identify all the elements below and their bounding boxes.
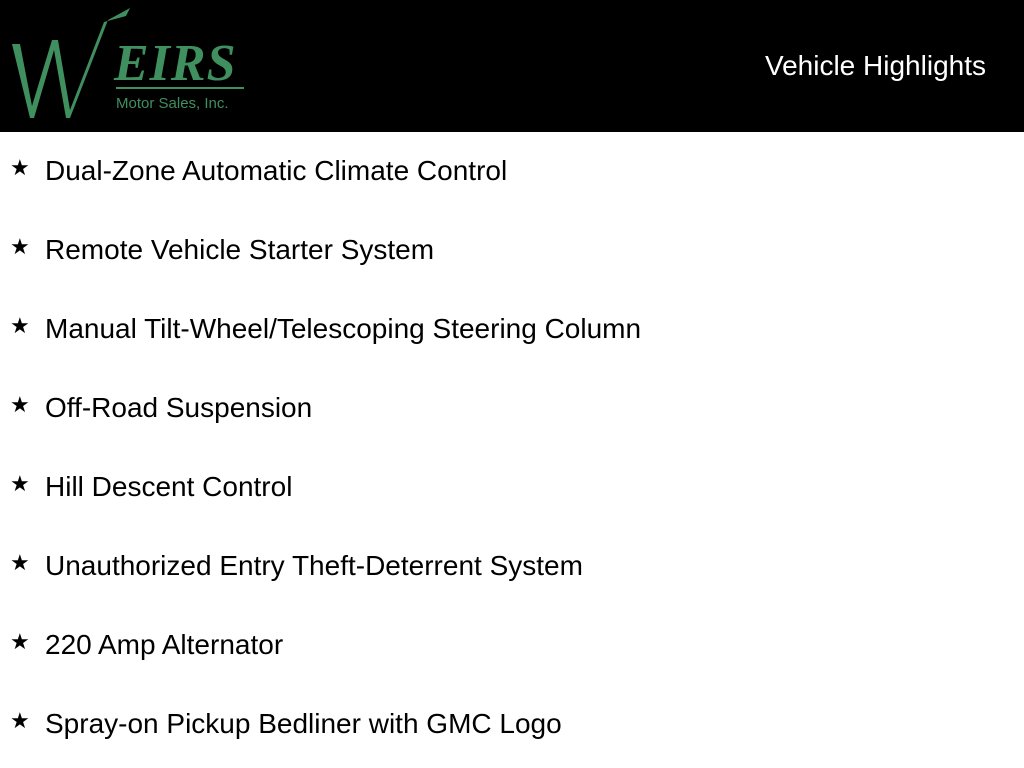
highlight-label: Hill Descent Control: [45, 471, 293, 502]
highlight-item: [0, 606, 1024, 685]
page-header: [0, 0, 1024, 132]
star-icon: ★: [10, 630, 30, 655]
highlight-item: [0, 448, 1024, 527]
highlight-label: 220 Amp Alternator: [45, 629, 284, 660]
highlight-label: Spray-on Pickup Bedliner with GMC Logo: [45, 708, 562, 739]
logo-w-mark: [12, 8, 130, 118]
star-icon: ★: [10, 314, 30, 339]
highlight-item: [0, 527, 1024, 606]
highlight-label: Off-Road Suspension: [45, 392, 313, 423]
highlight-label: Unauthorized Entry Theft-Deterrent System: [45, 550, 583, 581]
highlight-label: Remote Vehicle Starter System: [45, 234, 435, 265]
highlight-label: Manual Tilt-Wheel/Telescoping Steering Column: [45, 313, 642, 344]
page-title: Vehicle Highlights: [764, 50, 986, 81]
logo-subtitle: Motor Sales, Inc.: [116, 95, 229, 112]
highlight-item: [0, 369, 1024, 448]
star-icon: ★: [10, 709, 30, 734]
star-icon: ★: [10, 551, 30, 576]
highlight-item: [0, 685, 1024, 764]
highlight-item: [0, 132, 1024, 211]
logo-wordmark: EIRS: [114, 35, 237, 92]
highlight-item: [0, 211, 1024, 290]
weirs-logo: [10, 6, 250, 124]
vehicle-highlights-list: [0, 132, 1024, 764]
star-icon: ★: [10, 156, 30, 181]
highlight-item: [0, 290, 1024, 369]
highlight-label: Dual-Zone Automatic Climate Control: [45, 155, 508, 186]
star-icon: ★: [10, 393, 30, 418]
star-icon: ★: [10, 235, 30, 260]
star-icon: ★: [10, 472, 30, 497]
